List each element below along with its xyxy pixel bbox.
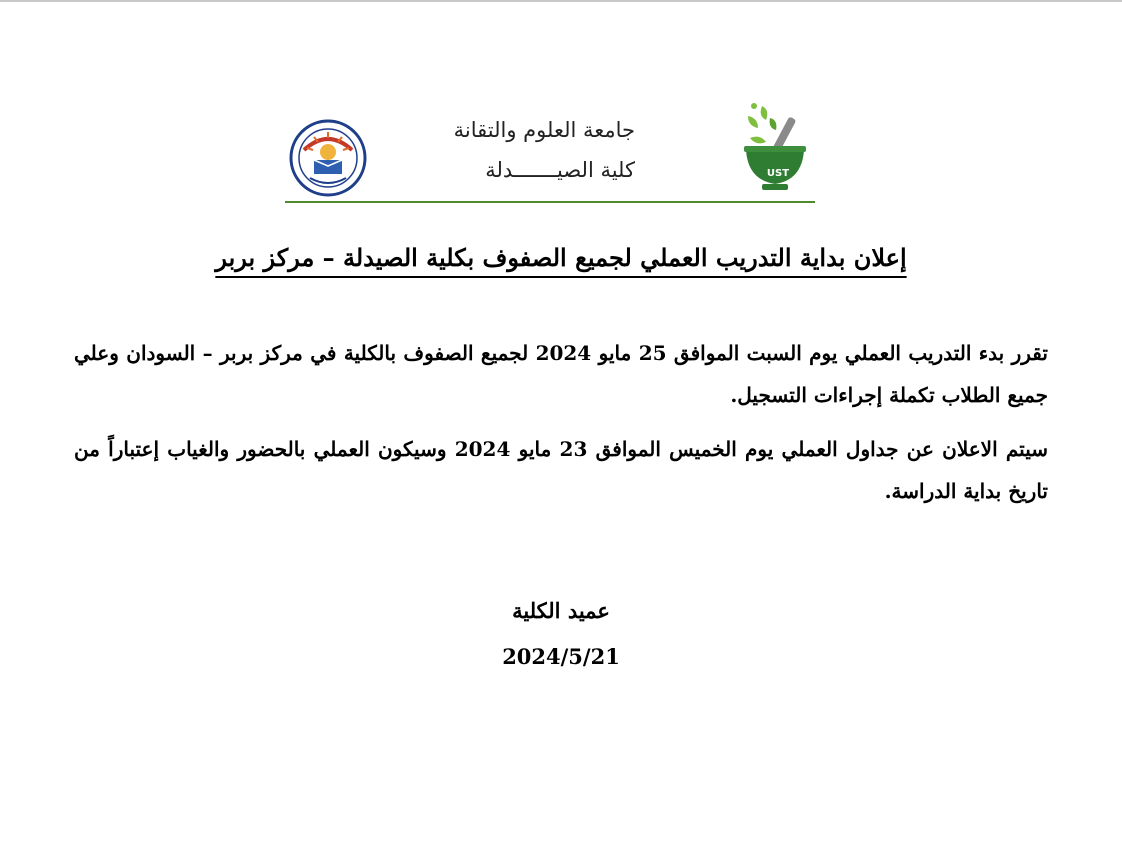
faculty-name: كلية الصيـــــــدلة: [485, 158, 635, 182]
announcement-paragraph: سيتم الاعلان عن جداول العملي يوم الخميس الموافق 23 مايو 2024 وسيكون العملي بالحضور والغياب إعتباراً من تاريخ بداية الدراسة.: [74, 437, 1049, 503]
pharmacy-logo-text: UST: [766, 168, 790, 179]
university-name: جامعة العلوم والتقانة: [453, 118, 635, 142]
page-top-border: [0, 0, 1122, 2]
announcement-title-text: إعلان بداية التدريب العملي لجميع الصفوف بكلية الصيدلة – مركز بربر: [215, 243, 907, 272]
signature-block: [411, 588, 711, 680]
signatory-title: عميد الكلية: [512, 598, 610, 623]
announcement-paragraph: تقرر بدء التدريب العملي يوم السبت الموافق 25 مايو 2024 لجميع الصفوف بالكلية في مركز بربر – السودان وعلي جميع الطلاب تكملة إجراءات التسجيل.: [74, 341, 1048, 407]
header-divider: [285, 201, 815, 203]
institution-name-block: [435, 110, 635, 190]
university-seal-icon: [288, 118, 368, 198]
announcement-date: 2024/5/21: [502, 644, 620, 669]
announcement-title: [150, 238, 972, 278]
mortar-pestle-icon: [740, 100, 810, 198]
announcement-body: [74, 332, 1048, 524]
letterhead: [285, 98, 815, 202]
